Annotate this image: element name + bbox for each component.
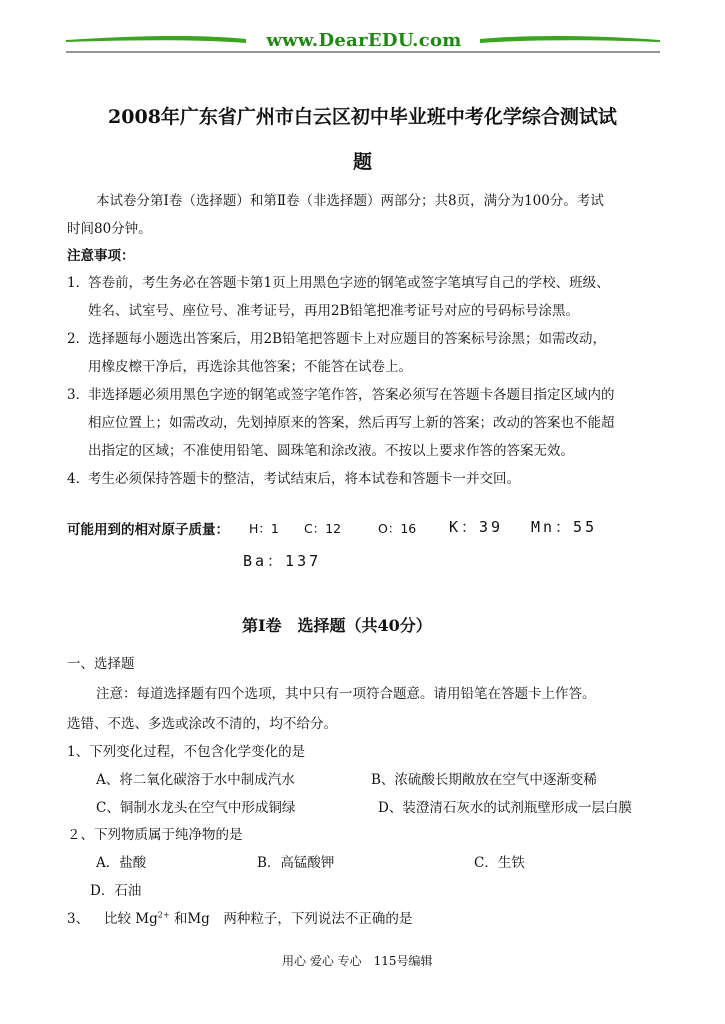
question-option: B．高锰酸钾: [257, 855, 335, 871]
atomic-mass-c: C：12: [304, 521, 342, 536]
section-note: 注意：每道选择题有四个选项，其中只有一项符合题意。请用铅笔在答题卡上作答。: [96, 686, 596, 702]
question-option: A．盐酸: [96, 855, 147, 871]
atomic-mass-label: 可能用到的相对原子质量：: [67, 522, 229, 538]
question-stem: 1、下列变化过程，不包含化学变化的是: [67, 744, 306, 760]
question-stem-part: 和Mg 两种粒子，下列说法不正确的是: [169, 911, 413, 927]
atomic-mass-o: O：16: [378, 521, 417, 536]
atomic-mass-h: H：1: [249, 521, 279, 536]
page-footer: 用心 爱心 专心 115号编辑: [282, 954, 433, 968]
question-option: C、铜制水龙头在空气中形成铜绿: [96, 800, 296, 816]
part-heading: 一、选择题: [67, 656, 135, 672]
question-option: D、装澄清石灰水的试剂瓶壁形成一层白膜: [378, 800, 632, 816]
atomic-mass-ba: Ba：137: [243, 552, 322, 570]
page-title: 2008年广东省广州市白云区初中毕业班中考化学综合测试试: [108, 106, 617, 128]
question-option: C．生铁: [474, 855, 525, 871]
charge-superscript: 2+: [157, 910, 170, 920]
notice-item-text: 选择题每小题选出答案后，用2B铅笔把答题卡上对应题目的答案标号涂黑；如需改动，: [88, 331, 607, 347]
notice-item-number: 3．: [67, 387, 90, 403]
question-option: A、将二氧化碳溶于水中制成汽水: [96, 772, 295, 788]
notice-item-text: 考生必须保持答题卡的整洁，考试结束后，将本试卷和答题卡一并交回。: [88, 471, 520, 487]
question-option: D．石油: [90, 883, 142, 899]
notice-item-number: 1．: [67, 275, 90, 291]
question-stem: ２、下列物质属于纯净物的是: [67, 827, 243, 843]
notice-item-text: 用橡皮檫干净后，再选涂其他答案；不能答在试卷上。: [88, 359, 412, 375]
question-option: B、浓硫酸长期敞放在空气中逐渐变稀: [371, 772, 597, 788]
notice-item-text: 出指定的区域；不准使用铅笔、圆珠笔和涂改液。不按以上要求作答的答案无效。: [88, 443, 574, 459]
page-title-continued: 题: [352, 151, 372, 173]
question-stem-part: 比较 Mg: [104, 911, 158, 927]
question-number: 3、: [67, 911, 90, 927]
notice-item-text: 答卷前，考生务必在答题卡第1页上用黑色字迹的钢笔或签字笔填写自己的学校、班级、: [88, 275, 610, 291]
atomic-mass-k: K：39: [449, 518, 504, 536]
notice-item-text: 相应位置上；如需改动，先划掉原来的答案，然后再写上新的答案；改动的答案也不能超: [88, 415, 615, 431]
intro-text: 本试卷分第Ⅰ卷（选择题）和第Ⅱ卷（非选择题）两部分；共8页，满分为100分。考试: [96, 193, 604, 209]
site-logo: www.DearEDU.com: [266, 30, 462, 51]
section-heading: 第Ⅰ卷 选择题（共40分）: [242, 616, 432, 635]
notice-item-number: 4．: [67, 471, 90, 487]
notice-item-text: 姓名、试室号、座位号、准考证号，再用2B铅笔把准考证号对应的号码标号涂黑。: [88, 303, 580, 319]
notice-heading: 注意事项：: [67, 248, 135, 264]
notice-item-text: 非选择题必须用黑色字迹的钢笔或签字笔作答，答案必须写在答题卡各题目指定区域内的: [88, 387, 615, 403]
notice-item-number: 2．: [67, 331, 90, 347]
intro-text-continued: 时间80分钟。: [67, 221, 152, 237]
section-note-continued: 选错、不选、多选或涂改不清的，均不给分。: [67, 716, 337, 732]
atomic-mass-mn: Mn：55: [531, 518, 598, 536]
question-stem: [104, 907, 412, 927]
